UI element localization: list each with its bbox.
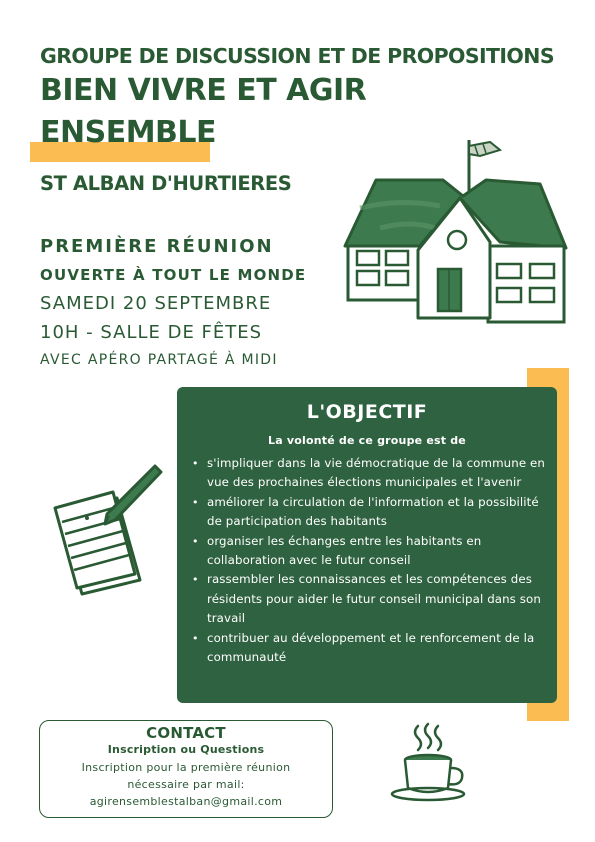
list-item: [190, 532, 545, 571]
bullet-icon: •: [192, 631, 199, 645]
location-title: ST ALBAN D'HURTIERES: [40, 172, 292, 195]
house-icon: [340, 138, 570, 330]
list-item-text: s'impliquer dans la vie démocratique de la commune en vue des prochaines élections municipales et l'avenir: [207, 456, 545, 490]
meeting-date: SAMEDI 20 SEPTEMBRE: [40, 293, 272, 314]
objectif-intro: La volonté de ce groupe est de: [268, 434, 466, 447]
list-item-text: contribuer au développement et le renforcement de la communauté: [207, 630, 535, 665]
contact-subtitle: Inscription ou Questions: [107, 743, 265, 756]
contact-panel: [39, 720, 333, 818]
meeting-subtitle: OUVERTE À TOUT LE MONDE: [40, 266, 307, 284]
notepad-pencil-icon: [45, 462, 163, 597]
contact-email-link[interactable]: agirensemblestalban@gmail.com: [89, 795, 283, 808]
list-item-text: rassembler les connaissances et les compétences des résidents pour aider le futur conseil municipal dans son travail: [207, 572, 541, 626]
meeting-extra: AVEC APÉRO PARTAGÉ À MIDI: [40, 352, 278, 368]
bullet-icon: •: [192, 534, 199, 548]
meeting-time-place: 10H - SALLE DE FÊTES: [40, 322, 263, 343]
list-item: [190, 493, 545, 532]
header-title-line1: GROUPE DE DISCUSSION ET DE PROPOSITIONS: [40, 44, 554, 68]
objectif-panel: [177, 387, 557, 703]
list-item-text: améliorer la circulation de l'information et la possibilité de participation des habitants: [207, 494, 539, 529]
list-item: [190, 629, 545, 668]
contact-line1: Inscription pour la première réunion: [81, 761, 291, 774]
meeting-title: PREMIÈRE RÉUNION: [40, 236, 274, 257]
bullet-icon: •: [192, 457, 199, 470]
list-item-text: organiser les échanges entre les habitants en collaboration avec le futur conseil: [207, 533, 482, 568]
objectif-list: [190, 454, 545, 667]
coffee-cup-icon: [388, 722, 468, 804]
header-title-line3: ENSEMBLE: [40, 115, 217, 150]
list-item: [190, 454, 545, 493]
bullet-icon: •: [192, 573, 199, 587]
list-item: [190, 570, 545, 628]
contact-title: CONTACT: [146, 724, 226, 742]
header-title-line2: BIEN VIVRE ET AGIR: [40, 73, 367, 108]
objectif-title: L'OBJECTIF: [306, 401, 428, 423]
bullet-icon: •: [192, 495, 199, 509]
contact-line2: nécessaire par mail:: [127, 778, 245, 791]
